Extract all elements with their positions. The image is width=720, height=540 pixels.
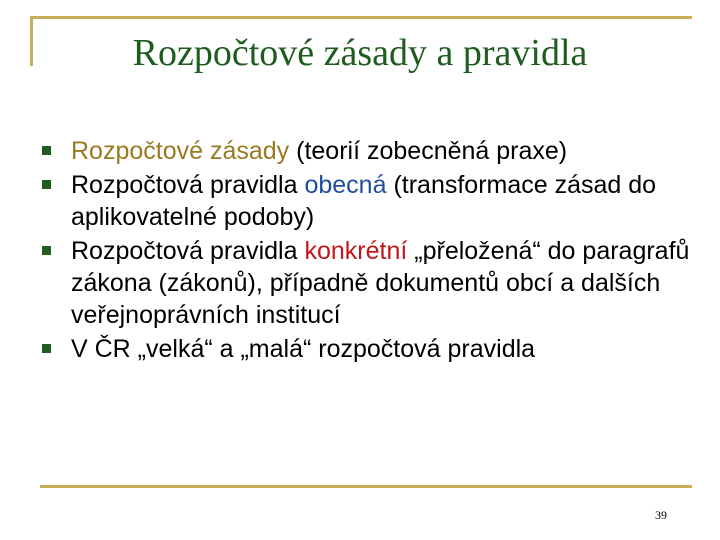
bottom-divider — [40, 485, 692, 488]
bullet-item-2 — [40, 169, 710, 233]
page-number: 39 — [655, 508, 667, 522]
square-bullet-icon — [42, 180, 51, 189]
frame-top-line — [30, 16, 692, 19]
bullet-item-4 — [40, 333, 710, 365]
bullet-list — [40, 135, 710, 367]
square-bullet-icon — [42, 344, 51, 353]
bullet-text: Rozpočtová pravidla — [71, 171, 305, 199]
bullet-item-1 — [40, 135, 710, 167]
square-bullet-icon — [42, 146, 51, 155]
bullet-text: V ČR „velká“ a „malá“ rozpočtová pravidla — [71, 335, 536, 363]
slide-title: Rozpočtové zásady a pravidla — [132, 32, 588, 74]
bullet-text: (transformace zásad do aplikovatelné podoby) — [71, 171, 657, 231]
bullet-text: (teorií zobecněná praxe) — [289, 137, 568, 165]
bullet-text: Rozpočtová pravidla — [71, 237, 305, 265]
bullet-text: „přeložená“ do paragrafů zákona (zákonů), případně dokumentů obcí a dalších veřejnoprávních institucí — [71, 237, 690, 329]
bullet-item-3 — [40, 235, 710, 331]
highlight-text: konkrétní — [304, 237, 408, 265]
square-bullet-icon — [42, 246, 51, 255]
highlight-text: obecná — [304, 171, 387, 199]
highlight-text: Rozpočtové zásady — [71, 137, 290, 165]
